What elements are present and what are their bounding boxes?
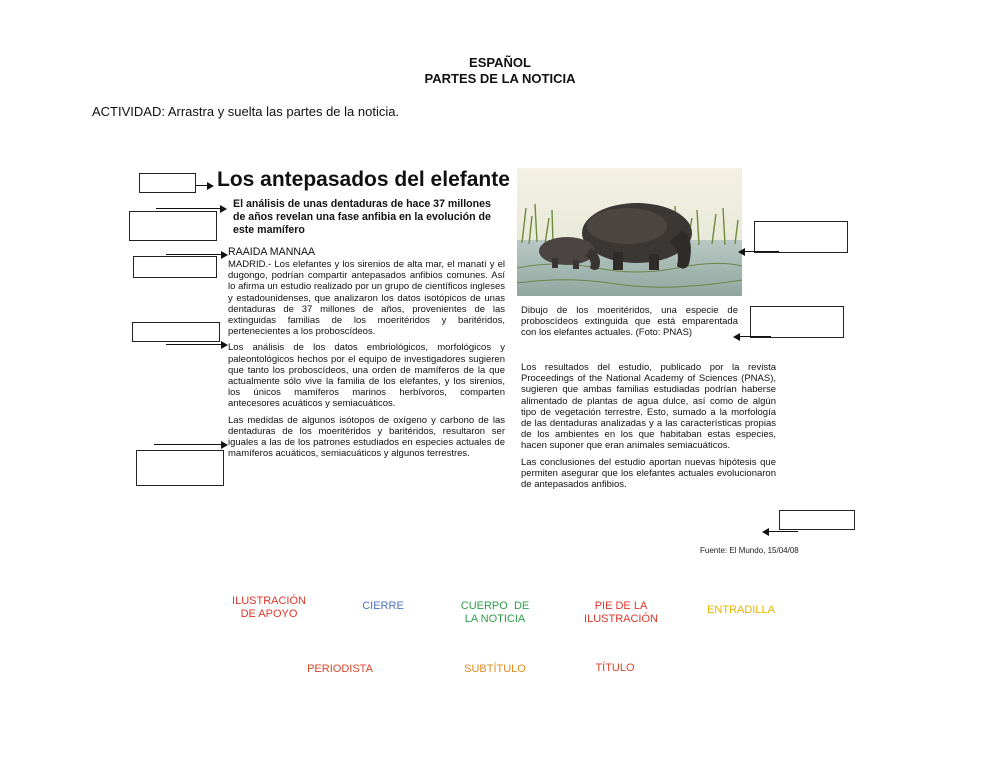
chip-line: ILUSTRACIÓN	[232, 595, 306, 607]
arrowhead-icon	[221, 251, 228, 259]
drop-target-caption[interactable]	[750, 306, 844, 338]
drop-target-closing[interactable]	[779, 510, 855, 530]
arrow-caption	[739, 336, 771, 337]
news-source: Fuente: El Mundo, 15/04/08	[700, 546, 799, 555]
chip-line: CIERRE	[362, 600, 404, 612]
chip-subtitulo[interactable]	[450, 663, 540, 676]
chip-line: PERIODISTA	[307, 663, 373, 675]
news-subtitle: El análisis de unas dentaduras de hace 37 millones de años revelan una fase anfibia en la evolución de este mamífero	[233, 198, 491, 236]
arrowhead-icon	[221, 341, 228, 349]
arrowhead-icon	[762, 528, 769, 536]
activity-instructions: ACTIVIDAD: Arrastra y suelta las partes de la noticia.	[92, 104, 400, 119]
chip-line: PIE DE LA	[594, 600, 648, 612]
moeritherium-illustration	[517, 168, 742, 296]
drop-target-author[interactable]	[133, 256, 217, 278]
arrow-subtitle	[156, 208, 221, 209]
chip-line: ENTRADILLA	[707, 604, 775, 616]
chip-ilustracion-de-apoyo[interactable]	[224, 595, 314, 621]
chip-cierre[interactable]	[348, 600, 418, 613]
chip-line: LA NOTICIA	[464, 613, 526, 625]
chip-line: ILUSTRACIÓN	[584, 613, 658, 625]
news-body-right	[521, 362, 776, 495]
news-author: RAAIDA MANNAA	[228, 246, 316, 258]
chip-titulo[interactable]	[575, 662, 655, 675]
drop-target-subtitle[interactable]	[129, 211, 217, 241]
subject-heading: ESPAÑOL	[469, 55, 531, 70]
drop-target-lead[interactable]	[132, 322, 220, 342]
drop-target-title[interactable]	[139, 173, 196, 193]
body-paragraph: MADRID.- Los elefantes y los sirenios de alta mar, el manatí y el dugongo, podrían compartir antepasados anfibios comunes. Así lo afirma un estudio realizado por un grupo de científicos ingleses y estadounidenses, que analizaron los datos isotópicos de unas dentaduras de 37 millones de años, provenientes de las extinguidas familias de los moeritéridos y baritéridos, pertenecientes a los proboscídeos.	[228, 259, 505, 338]
news-body-left	[228, 259, 505, 464]
arrow-body	[154, 444, 222, 445]
arrowhead-icon	[220, 205, 227, 213]
arrowhead-icon	[221, 441, 228, 449]
drop-target-body[interactable]	[136, 450, 224, 486]
arrow-author	[166, 254, 222, 255]
chip-periodista[interactable]	[295, 663, 385, 676]
chip-line: SUBTÍTULO	[464, 663, 526, 675]
body-paragraph: Los análisis de los datos embriológicos, morfológicos y paleontológicos hechos por el equipo de investigadores sugieren que tanto los proboscídeos, una orden de mamíferos de la que actualmente sólo vive la familia de los elefantes, y los sirenios, los únicos mamíferos marinos herbívoros, comparten antecesores acuáticos y semiacuáticos.	[228, 342, 505, 410]
chip-cuerpo-de-la-noticia[interactable]	[448, 600, 542, 626]
topic-heading: PARTES DE LA NOTICIA	[424, 71, 576, 86]
news-title: Los antepasados del elefante	[217, 168, 510, 191]
chip-line: CUERPO DE	[460, 600, 530, 612]
chip-entradilla[interactable]	[696, 604, 786, 617]
arrow-illustration	[744, 251, 779, 252]
arrowhead-icon	[733, 333, 740, 341]
body-paragraph: Las medidas de algunos isótopos de oxígeno y carbono de las dentaduras de los moeritéridos y baritéridos, resultaron ser iguales a las de los patrones estudiados en especies actuales de mamíferos acuáticos, semiacuáticos y algunos terrestres.	[228, 414, 505, 460]
chip-line: DE APOYO	[240, 608, 298, 620]
arrow-closing	[768, 531, 798, 532]
arrowhead-icon	[207, 182, 214, 190]
chip-pie-de-la-ilustracion[interactable]	[576, 600, 666, 626]
body-paragraph: Los resultados del estudio, publicado por la revista Proceedings of the National Academy of Sciences (PNAS), sugieren que ambas familias estudiadas podrían haberse alimentado de plantas de agua dulce, así como de algún tipo de vegetación terrestre. Esto, sumado a la morfología de las dentaduras analizadas y a las características propias de los ambientes en los que habitaban estas especies, hacen suponer que eran animales semiacuáticos.	[521, 362, 776, 452]
body-paragraph: Las conclusiones del estudio aportan nuevas hipótesis que permiten asegurar que los elefantes actuales evolucionaron de antepasados anfibios.	[521, 456, 776, 491]
illustration-drawing	[517, 168, 742, 296]
arrowhead-icon	[738, 248, 745, 256]
arrow-lead	[166, 344, 222, 345]
drop-target-illustration[interactable]	[754, 221, 848, 253]
chip-line: TÍTULO	[595, 662, 635, 674]
illustration-caption: Dibujo de los moeritéridos, una especie de proboscídeos extinguida que está emparentada con los elefantes actuales. (Foto: PNAS)	[521, 305, 738, 339]
